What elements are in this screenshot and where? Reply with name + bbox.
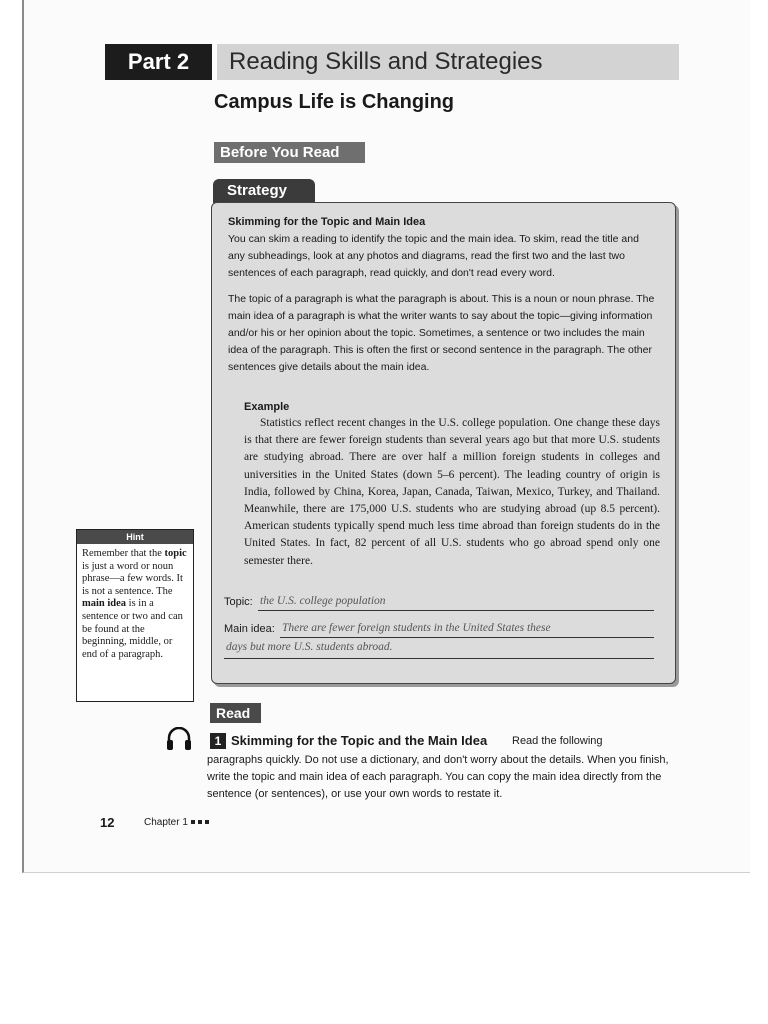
part-title: Reading Skills and Strategies xyxy=(217,44,679,80)
before-you-read-heading: Before You Read xyxy=(214,142,365,163)
main-idea-answer-line xyxy=(280,637,654,638)
main-idea-label: Main idea: xyxy=(224,623,275,635)
main-idea-answer-line-2-rule xyxy=(224,658,654,659)
hint-text-part: is just a word or noun phrase—a few words. It is not a sentence. The xyxy=(82,560,183,597)
square-icon xyxy=(191,820,195,824)
square-icon xyxy=(205,820,209,824)
exercise-instructions-start: Read the following xyxy=(512,735,603,747)
strategy-paragraph-1: You can skim a reading to identify the topic and the main idea. To skim, read the title and any subheadings, look at any photos and diagrams, read the first two and the last two sentences of each paragraph, read quickly, and don't read every word. xyxy=(228,233,639,279)
main-idea-answer-line-2: days but more U.S. students abroad. xyxy=(226,641,393,653)
hint-heading: Hint xyxy=(77,530,193,544)
topic-answer-line xyxy=(258,610,654,611)
hint-keyword-main-idea: main idea xyxy=(82,598,127,610)
part-header xyxy=(105,44,679,80)
exercise-instructions: paragraphs quickly. Do not use a dictionary, and don't worry about the details. When you finish, write the topic and main idea of each paragraph. You can copy the main idea directly from the sentence (or sentences), or use your own words to restate it. xyxy=(207,754,669,800)
example-paragraph: Statistics reflect recent changes in the U.S. college population. One change these days is that there are fewer foreign students than several years ago but that more U.S. students are studying abroad. There are over half a million foreign students in colleges and universities in the United States (down 5–6 percent). The leading country of origin is India, followed by China, Korea, Japan, Canada, Taiwan, Mexico, Turkey, and Thailand. Meanwhile, there are 175,000 U.S. students who are studying abroad (up 8.5 percent). American students typically spend much less time abroad than foreign students do in the United States. In fact, 82 percent of all U.S. students who go abroad spend only one semester there. xyxy=(244,417,660,567)
topic-answer: the U.S. college population xyxy=(260,595,386,607)
chapter-footer xyxy=(144,817,209,828)
exercise-number: 1 xyxy=(210,733,226,749)
hint-text-part: is in a sentence or two and can be found at the beginning, middle, or end of a paragraph. xyxy=(82,598,183,660)
topic-label: Topic: xyxy=(224,596,253,608)
hint-text-part: Remember that the xyxy=(82,548,165,559)
hint-text xyxy=(77,544,193,661)
hint-box xyxy=(76,529,194,702)
strategy-box xyxy=(211,202,676,684)
strategy-heading: Skimming for the Topic and Main Idea xyxy=(228,216,426,228)
example-label: Example xyxy=(244,401,290,413)
square-icon xyxy=(198,820,202,824)
hint-keyword-topic: topic xyxy=(164,548,187,559)
part-label: Part 2 xyxy=(105,44,212,80)
page-title: Campus Life is Changing xyxy=(214,91,455,113)
chapter-label: Chapter 1 xyxy=(144,817,188,828)
exercise-title: Skimming for the Topic and the Main Idea xyxy=(231,733,488,748)
headphones-icon xyxy=(166,727,192,751)
page-number: 12 xyxy=(100,815,115,830)
strategy-tab: Strategy xyxy=(213,179,315,203)
read-heading: Read xyxy=(210,703,261,723)
main-idea-answer-line-1: There are fewer foreign students in the United States these xyxy=(282,622,551,634)
strategy-paragraph-2: The topic of a paragraph is what the paragraph is about. This is a noun or noun phrase. The main idea of a paragraph is what the writer wants to say about the topic—giving information and/or his or her opinion about the topic. Sometimes, a sentence or two includes the main idea of the paragraph. This is often the first or second sentence in the paragraph. The other sentences give details about the main idea. xyxy=(228,293,655,373)
